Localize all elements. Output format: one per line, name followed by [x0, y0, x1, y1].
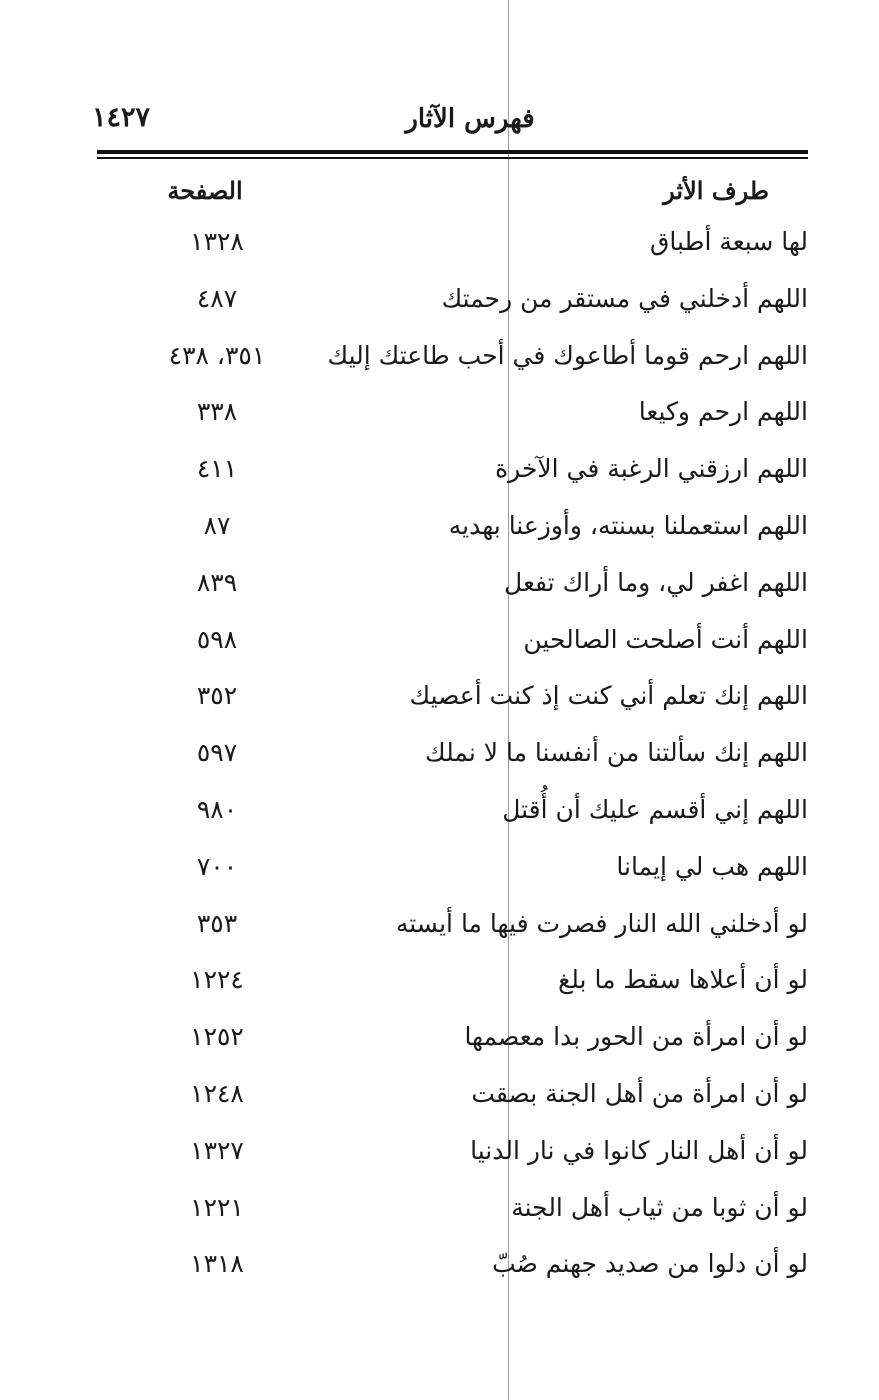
index-row	[97, 440, 808, 497]
index-row-pages: ١٣١٨	[190, 1249, 244, 1279]
index-row-pages: ٣٥١، ٤٣٨	[168, 340, 266, 370]
index-row-phrase: اللهم أدخلني في مستقر من رحمتك	[441, 283, 808, 313]
page-header-title: فهرس الآثار	[405, 104, 535, 134]
index-row-phrase: لو أن امرأة من أهل الجنة بصقت	[471, 1078, 808, 1108]
index-row-pages: ١٣٢٧	[190, 1135, 244, 1165]
index-row	[97, 951, 808, 1008]
index-row	[97, 1235, 808, 1292]
index-row	[97, 611, 808, 668]
index-row-phrase: اللهم اغفر لي، وما أراك تفعل	[504, 567, 808, 597]
index-row-pages: ٨٧	[203, 510, 231, 540]
index-row	[97, 213, 808, 270]
index-row	[97, 554, 808, 611]
index-row-phrase: لو أن امرأة من الحور بدا معصمها	[464, 1022, 808, 1052]
index-row-phrase: اللهم ارزقني الرغبة في الآخرة	[495, 454, 808, 484]
index-row-pages: ٤١١	[196, 454, 238, 484]
index-row-phrase: اللهم إني أقسم عليك أن أُقتل	[502, 794, 808, 824]
index-row-phrase: لو أن أعلاها سقط ما بلغ	[557, 965, 808, 995]
index-row	[97, 1008, 808, 1065]
index-row-phrase: اللهم ارحم قوما أطاعوك في أحب طاعتك إليك	[327, 340, 808, 370]
index-row-phrase: اللهم هب لي إيمانا	[616, 851, 808, 881]
index-row-phrase: لو أن دلوا من صديد جهنم صُبّ	[492, 1249, 808, 1279]
index-row-pages: ٤٨٧	[196, 283, 238, 313]
index-row-phrase: اللهم استعملنا بسنته، وأوزعنا بهديه	[448, 510, 808, 540]
index-row-pages: ٥٩٨	[196, 624, 238, 654]
index-row	[97, 895, 808, 952]
index-row	[97, 497, 808, 554]
index-row-pages: ١٢٥٢	[190, 1022, 244, 1052]
index-row-pages: ١٣٢٨	[190, 227, 244, 256]
index-row-pages: ٧٠٠	[196, 851, 238, 881]
index-row-pages: ١٢٢٤	[190, 965, 244, 995]
index-row	[97, 838, 808, 895]
header-rule-thin	[97, 157, 808, 159]
index-row-pages: ٣٥٢	[196, 681, 238, 711]
index-row	[97, 1065, 808, 1122]
index-row-pages: ١٢٤٨	[190, 1078, 244, 1108]
index-row	[97, 327, 808, 384]
index-row-phrase: اللهم ارحم وكيعا	[638, 397, 808, 427]
index-list	[97, 213, 808, 1292]
index-row-pages: ٣٥٣	[196, 908, 238, 938]
column-header-pages: الصفحة	[167, 176, 243, 205]
index-row	[97, 724, 808, 781]
index-row-pages: ٣٣٨	[196, 397, 238, 427]
index-row	[97, 1122, 808, 1179]
index-row	[97, 781, 808, 838]
index-row-pages: ٨٣٩	[196, 567, 238, 597]
index-row-phrase: لو أن أهل النار كانوا في نار الدنيا	[470, 1135, 808, 1165]
index-row-pages: ٥٩٧	[196, 738, 238, 768]
index-row-phrase: لو أن ثوبا من ثياب أهل الجنة	[511, 1192, 808, 1222]
column-header-phrase: طرف الأثر	[663, 176, 769, 205]
index-row-phrase: اللهم أنت أصلحت الصالحين	[523, 624, 808, 654]
index-row-phrase: لو أدخلني الله النار فصرت فيها ما أيسته	[395, 908, 808, 938]
index-row-pages: ١٢٢١	[190, 1192, 244, 1222]
header-rule-thick	[97, 150, 808, 154]
page-number: ١٤٢٧	[92, 102, 151, 133]
index-row-phrase: لها سبعة أطباق	[649, 227, 808, 256]
index-row	[97, 667, 808, 724]
index-row-phrase: اللهم إنك تعلم أني كنت إذ كنت أعصيك	[409, 681, 808, 711]
index-row	[97, 1179, 808, 1236]
index-row-pages: ٩٨٠	[196, 794, 238, 824]
index-row	[97, 383, 808, 440]
index-row	[97, 270, 808, 327]
index-row-phrase: اللهم إنك سألتنا من أنفسنا ما لا نملك	[425, 738, 808, 768]
